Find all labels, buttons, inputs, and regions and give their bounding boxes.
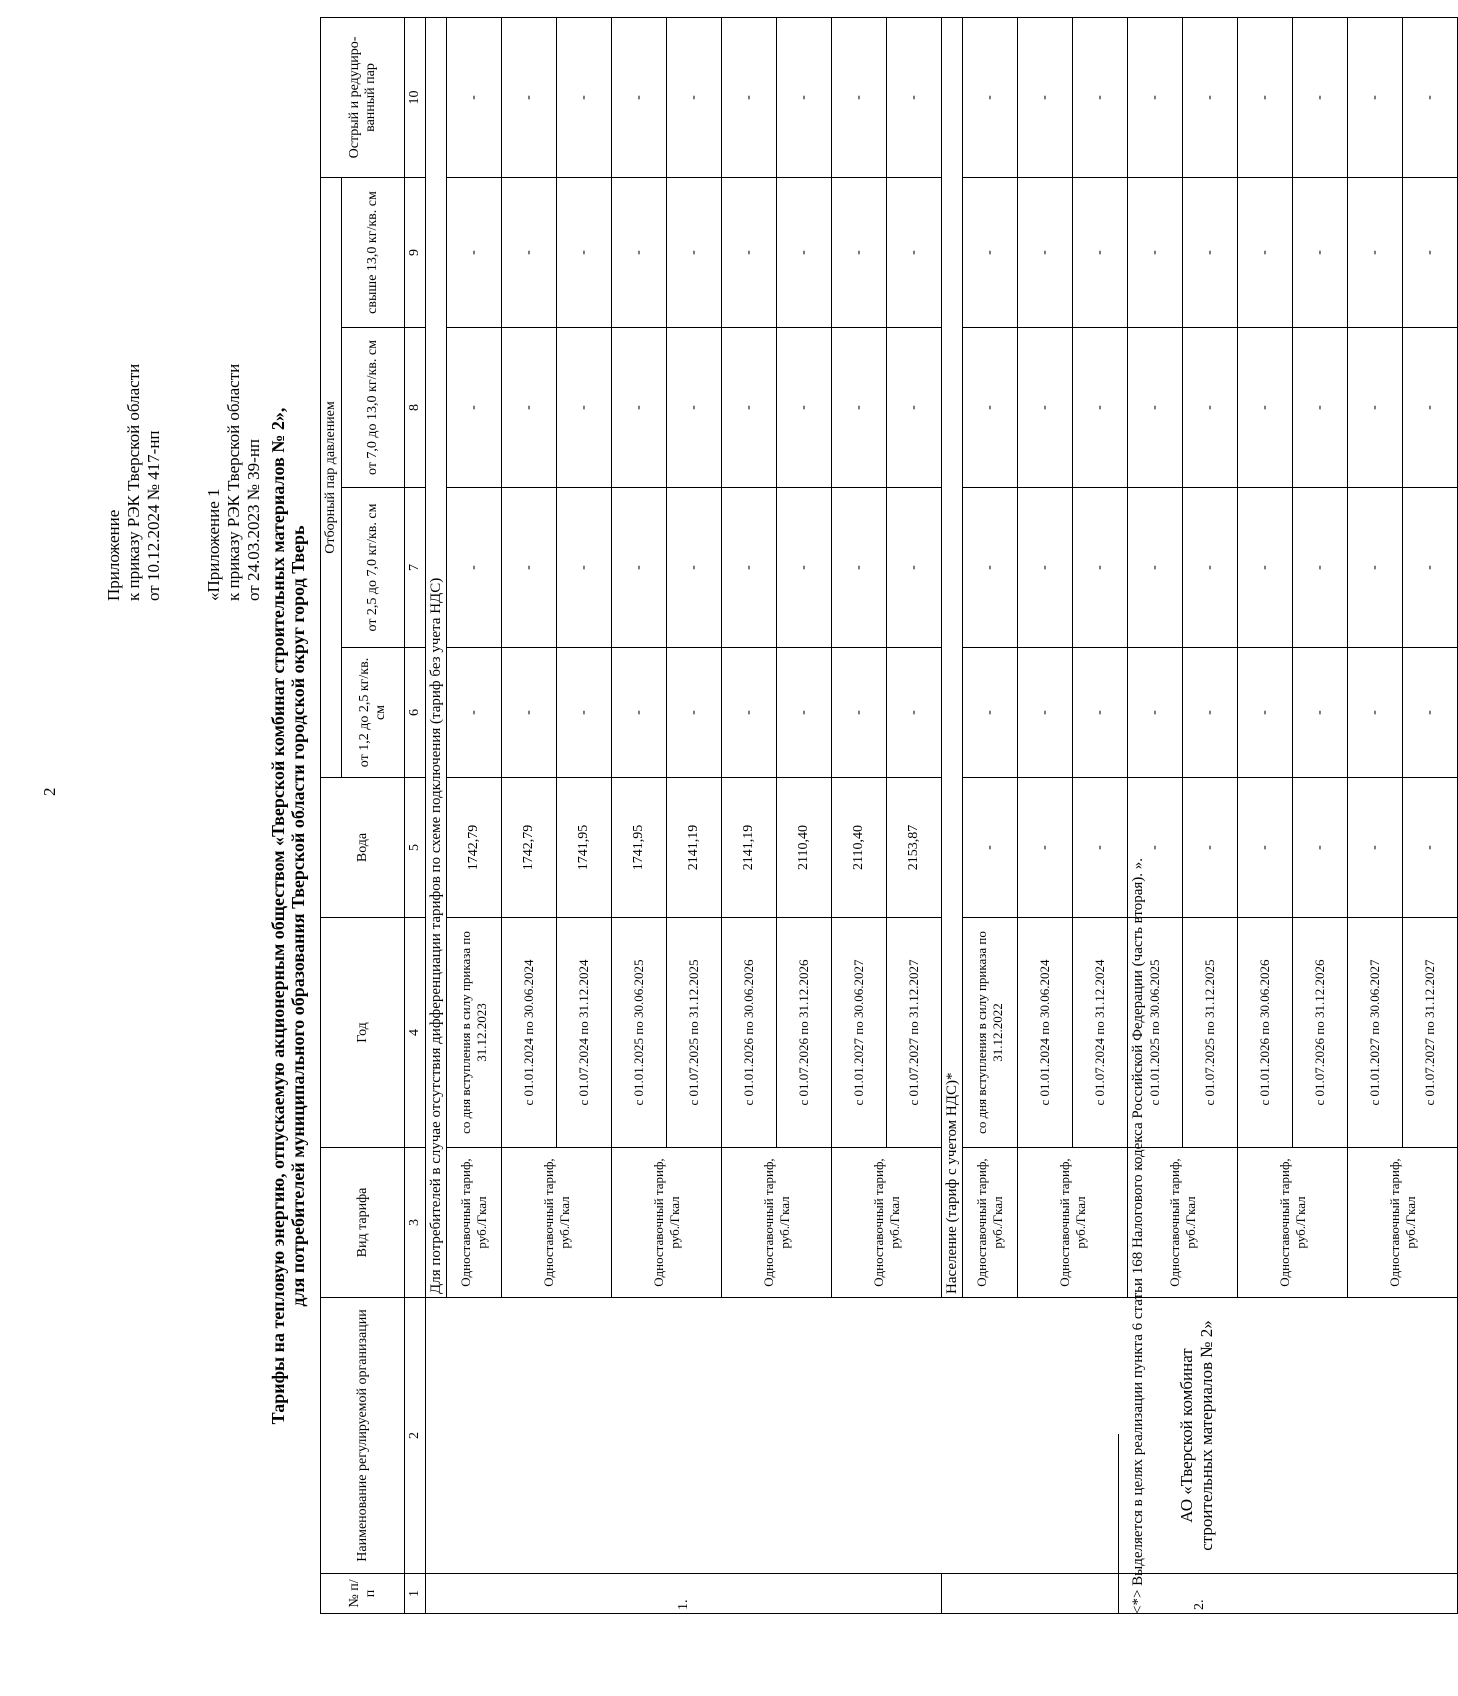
- water-tariff-value: -: [1403, 778, 1458, 918]
- appendix-line: к приказу РЭК Тверской области: [224, 363, 243, 601]
- steam-tariff-value: -: [667, 328, 722, 488]
- column-number: 7: [405, 488, 426, 648]
- tariff-type: Одноставочный тариф, руб./Гкал: [722, 1148, 832, 1298]
- column-number: 5: [405, 778, 426, 918]
- steam-tariff-value: -: [502, 177, 557, 327]
- steam-tariff-value: -: [777, 177, 832, 327]
- steam-tariff-value: -: [1128, 648, 1183, 778]
- steam-tariff-value: -: [612, 648, 667, 778]
- water-tariff-value: -: [963, 778, 1018, 918]
- steam-tariff-value: -: [1073, 177, 1128, 327]
- steam-tariff-value: -: [1348, 328, 1403, 488]
- footnote-separator: [1118, 1434, 1119, 1614]
- steam-tariff-value: -: [557, 648, 612, 778]
- tariff-period: со дня вступления в силу приказа по 31.12.2023: [447, 918, 502, 1148]
- water-tariff-value: -: [1348, 778, 1403, 918]
- steam-tariff-value: -: [832, 17, 887, 177]
- steam-tariff-value: -: [612, 177, 667, 327]
- steam-tariff-value: -: [777, 17, 832, 177]
- water-tariff-value: -: [1128, 778, 1183, 918]
- water-tariff-value: -: [1183, 778, 1238, 918]
- steam-tariff-value: -: [1348, 648, 1403, 778]
- steam-tariff-value: -: [1403, 177, 1458, 327]
- steam-tariff-value: -: [1128, 488, 1183, 648]
- steam-tariff-value: -: [963, 17, 1018, 177]
- steam-tariff-value: -: [612, 328, 667, 488]
- steam-tariff-value: -: [1073, 328, 1128, 488]
- tariff-period: с 01.07.2026 по 31.12.2026: [1293, 918, 1348, 1148]
- appendix-header: [104, 364, 164, 601]
- steam-tariff-value: -: [963, 648, 1018, 778]
- appendix-original-header: [204, 364, 264, 601]
- column-number: 4: [405, 918, 426, 1148]
- steam-tariff-value: -: [1238, 328, 1293, 488]
- header-pressure-4: свыше 13,0 кг/кв. см: [342, 177, 405, 327]
- water-tariff-value: -: [1238, 778, 1293, 918]
- tariff-period: с 01.07.2025 по 31.12.2025: [667, 918, 722, 1148]
- steam-tariff-value: -: [1403, 488, 1458, 648]
- steam-tariff-value: -: [1238, 488, 1293, 648]
- water-tariff-value: -: [1073, 778, 1128, 918]
- water-tariff-value: -: [1293, 778, 1348, 918]
- section-row: [426, 17, 447, 1613]
- steam-tariff-value: -: [1018, 328, 1073, 488]
- steam-tariff-value: -: [887, 177, 942, 327]
- steam-tariff-value: -: [1073, 648, 1128, 778]
- steam-tariff-value: -: [667, 17, 722, 177]
- steam-tariff-value: -: [832, 648, 887, 778]
- steam-tariff-value: -: [963, 328, 1018, 488]
- steam-tariff-value: -: [1238, 17, 1293, 177]
- section-title: Население (тариф с учетом НДС)*: [942, 17, 963, 1297]
- column-numbers-row: [405, 17, 426, 1613]
- steam-tariff-value: -: [1018, 177, 1073, 327]
- header-sharp-steam: Острый и редуциро-ванный пар: [321, 17, 405, 177]
- steam-tariff-value: -: [1018, 488, 1073, 648]
- tariff-period: с 01.01.2026 по 30.06.2026: [722, 918, 777, 1148]
- tariff-period: с 01.01.2024 по 30.06.2024: [502, 918, 557, 1148]
- steam-tariff-value: -: [612, 17, 667, 177]
- column-number: 1: [405, 1574, 426, 1614]
- steam-tariff-value: -: [1073, 17, 1128, 177]
- water-tariff-value: 2141,19: [722, 778, 777, 918]
- tariff-type: Одноставочный тариф, руб./Гкал: [1018, 1148, 1128, 1298]
- appendix-line: «Приложение 1: [204, 488, 223, 601]
- column-number: 2: [405, 1298, 426, 1574]
- steam-tariff-value: -: [1293, 328, 1348, 488]
- tariff-period: с 01.07.2027 по 31.12.2027: [887, 918, 942, 1148]
- section-number: 2.: [942, 1574, 1458, 1614]
- tariff-type: Одноставочный тариф, руб./Гкал: [1238, 1148, 1348, 1298]
- steam-tariff-value: -: [557, 328, 612, 488]
- steam-tariff-value: -: [887, 17, 942, 177]
- steam-tariff-value: -: [777, 328, 832, 488]
- steam-tariff-value: -: [447, 328, 502, 488]
- header-num: № п/п: [321, 1574, 405, 1614]
- appendix-line: от 24.03.2023 № 39-нп: [244, 438, 263, 601]
- steam-tariff-value: -: [1403, 328, 1458, 488]
- header-year: Год: [321, 918, 405, 1148]
- tariff-period: с 01.07.2027 по 31.12.2027: [1403, 918, 1458, 1148]
- column-number: 10: [405, 17, 426, 177]
- steam-tariff-value: -: [1128, 177, 1183, 327]
- steam-tariff-value: -: [1403, 17, 1458, 177]
- steam-tariff-value: -: [722, 177, 777, 327]
- steam-tariff-value: -: [777, 488, 832, 648]
- steam-tariff-value: -: [722, 488, 777, 648]
- steam-tariff-value: -: [667, 648, 722, 778]
- steam-tariff-value: -: [1183, 328, 1238, 488]
- section-title: Для потребителей в случае отсутствия дифференциации тарифов по схеме подключения (тариф без учета НДС): [426, 17, 447, 1297]
- header-pressure-1: от 1,2 до 2,5 кг/кв. см: [342, 648, 405, 778]
- appendix-line: от 10.12.2024 № 417-нп: [144, 430, 163, 601]
- header-pressure-3: от 7,0 до 13,0 кг/кв. см: [342, 328, 405, 488]
- tariff-period: с 01.01.2024 по 30.06.2024: [1018, 918, 1073, 1148]
- water-tariff-value: 1741,95: [612, 778, 667, 918]
- steam-tariff-value: -: [1018, 17, 1073, 177]
- steam-tariff-value: -: [1183, 488, 1238, 648]
- steam-tariff-value: -: [557, 177, 612, 327]
- tariff-period: со дня вступления в силу приказа по 31.12.2022: [963, 918, 1018, 1148]
- tariff-type: Одноставочный тариф, руб./Гкал: [1348, 1148, 1458, 1298]
- steam-tariff-value: -: [832, 488, 887, 648]
- column-number: 6: [405, 648, 426, 778]
- tariff-period: с 01.07.2024 по 31.12.2024: [1073, 918, 1128, 1148]
- water-tariff-value: 1742,79: [502, 778, 557, 918]
- steam-tariff-value: -: [1128, 328, 1183, 488]
- steam-tariff-value: -: [1238, 177, 1293, 327]
- steam-tariff-value: -: [502, 328, 557, 488]
- tariff-type: Одноставочный тариф, руб./Гкал: [1128, 1148, 1238, 1298]
- steam-tariff-value: -: [1348, 177, 1403, 327]
- steam-tariff-value: -: [502, 488, 557, 648]
- steam-tariff-value: -: [887, 328, 942, 488]
- steam-tariff-value: -: [722, 17, 777, 177]
- steam-tariff-value: -: [1403, 648, 1458, 778]
- steam-tariff-value: -: [1293, 648, 1348, 778]
- steam-tariff-value: -: [1073, 488, 1128, 648]
- footnote: <*> Выделяется в целях реализации пункта 6 статьи 168 Налогового кодекса Российской Федерации (часть вторая). ».: [1130, 857, 1146, 1614]
- header-water: Вода: [321, 778, 405, 918]
- tariff-period: с 01.01.2025 по 30.06.2025: [1128, 918, 1183, 1148]
- tariff-table: [320, 17, 1458, 1614]
- steam-tariff-value: -: [1238, 648, 1293, 778]
- steam-tariff-value: -: [1128, 17, 1183, 177]
- water-tariff-value: 2110,40: [832, 778, 887, 918]
- tariff-period: с 01.01.2027 по 30.06.2027: [832, 918, 887, 1148]
- tariff-period: с 01.01.2025 по 30.06.2025: [612, 918, 667, 1148]
- tariff-period: с 01.07.2024 по 31.12.2024: [557, 918, 612, 1148]
- steam-tariff-value: -: [1293, 177, 1348, 327]
- steam-tariff-value: -: [1183, 177, 1238, 327]
- steam-tariff-value: -: [667, 488, 722, 648]
- steam-tariff-value: -: [777, 648, 832, 778]
- tariff-period: с 01.07.2026 по 31.12.2026: [777, 918, 832, 1148]
- header-tariff-type: Вид тарифа: [321, 1148, 405, 1298]
- tariff-type: Одноставочный тариф, руб./Гкал: [447, 1148, 502, 1298]
- steam-tariff-value: -: [557, 488, 612, 648]
- header-pressure-2: от 2,5 до 7,0 кг/кв. см: [342, 488, 405, 648]
- steam-tariff-value: -: [502, 17, 557, 177]
- steam-tariff-value: -: [722, 648, 777, 778]
- steam-tariff-value: -: [1348, 17, 1403, 177]
- steam-tariff-value: -: [1293, 488, 1348, 648]
- section-number: 1.: [426, 1574, 942, 1614]
- steam-tariff-value: -: [1348, 488, 1403, 648]
- water-tariff-value: 2110,40: [777, 778, 832, 918]
- steam-tariff-value: -: [832, 177, 887, 327]
- tariff-type: Одноставочный тариф, руб./Гкал: [963, 1148, 1018, 1298]
- steam-tariff-value: -: [447, 648, 502, 778]
- organization-name: АО «Тверской комбинат строительных материалов № 2»: [426, 1298, 1458, 1574]
- appendix-line: Приложение: [104, 509, 123, 601]
- tariff-period: с 01.01.2026 по 30.06.2026: [1238, 918, 1293, 1148]
- steam-tariff-value: -: [447, 177, 502, 327]
- steam-tariff-value: -: [612, 488, 667, 648]
- steam-tariff-value: -: [447, 488, 502, 648]
- steam-tariff-value: -: [1183, 648, 1238, 778]
- header-org: Наименование регулируемой организации: [321, 1298, 405, 1574]
- steam-tariff-value: -: [1018, 648, 1073, 778]
- steam-tariff-value: -: [447, 17, 502, 177]
- water-tariff-value: 2153,87: [887, 778, 942, 918]
- steam-tariff-value: -: [963, 488, 1018, 648]
- steam-tariff-value: -: [722, 328, 777, 488]
- steam-tariff-value: -: [1293, 17, 1348, 177]
- appendix-line: к приказу РЭК Тверской области: [124, 363, 143, 601]
- steam-tariff-value: -: [963, 177, 1018, 327]
- title-line-1: Тарифы на тепловую энергию, отпускаемую акционерным обществом «Тверской комбинат строительных материалов № 2»,: [268, 407, 288, 1425]
- water-tariff-value: 1742,79: [447, 778, 502, 918]
- steam-tariff-value: -: [887, 488, 942, 648]
- page-number: 2: [40, 787, 59, 796]
- tariff-type: Одноставочный тариф, руб./Гкал: [612, 1148, 722, 1298]
- tariff-type: Одноставочный тариф, руб./Гкал: [502, 1148, 612, 1298]
- steam-tariff-value: -: [1183, 17, 1238, 177]
- steam-tariff-value: -: [667, 177, 722, 327]
- water-tariff-value: 1741,95: [557, 778, 612, 918]
- tariff-period: с 01.01.2027 по 30.06.2027: [1348, 918, 1403, 1148]
- header-steam-group: Отборный пар давлением: [321, 177, 342, 777]
- column-number: 8: [405, 328, 426, 488]
- title-line-2: для потребителей муниципального образования Тверской области городской округ город Тверь: [288, 525, 308, 1307]
- water-tariff-value: -: [1018, 778, 1073, 918]
- steam-tariff-value: -: [502, 648, 557, 778]
- column-number: 9: [405, 177, 426, 327]
- tariff-type: Одноставочный тариф, руб./Гкал: [832, 1148, 942, 1298]
- document-title: [268, 216, 308, 1616]
- water-tariff-value: 2141,19: [667, 778, 722, 918]
- column-number: 3: [405, 1148, 426, 1298]
- steam-tariff-value: -: [557, 17, 612, 177]
- steam-tariff-value: -: [832, 328, 887, 488]
- steam-tariff-value: -: [887, 648, 942, 778]
- tariff-period: с 01.07.2025 по 31.12.2025: [1183, 918, 1238, 1148]
